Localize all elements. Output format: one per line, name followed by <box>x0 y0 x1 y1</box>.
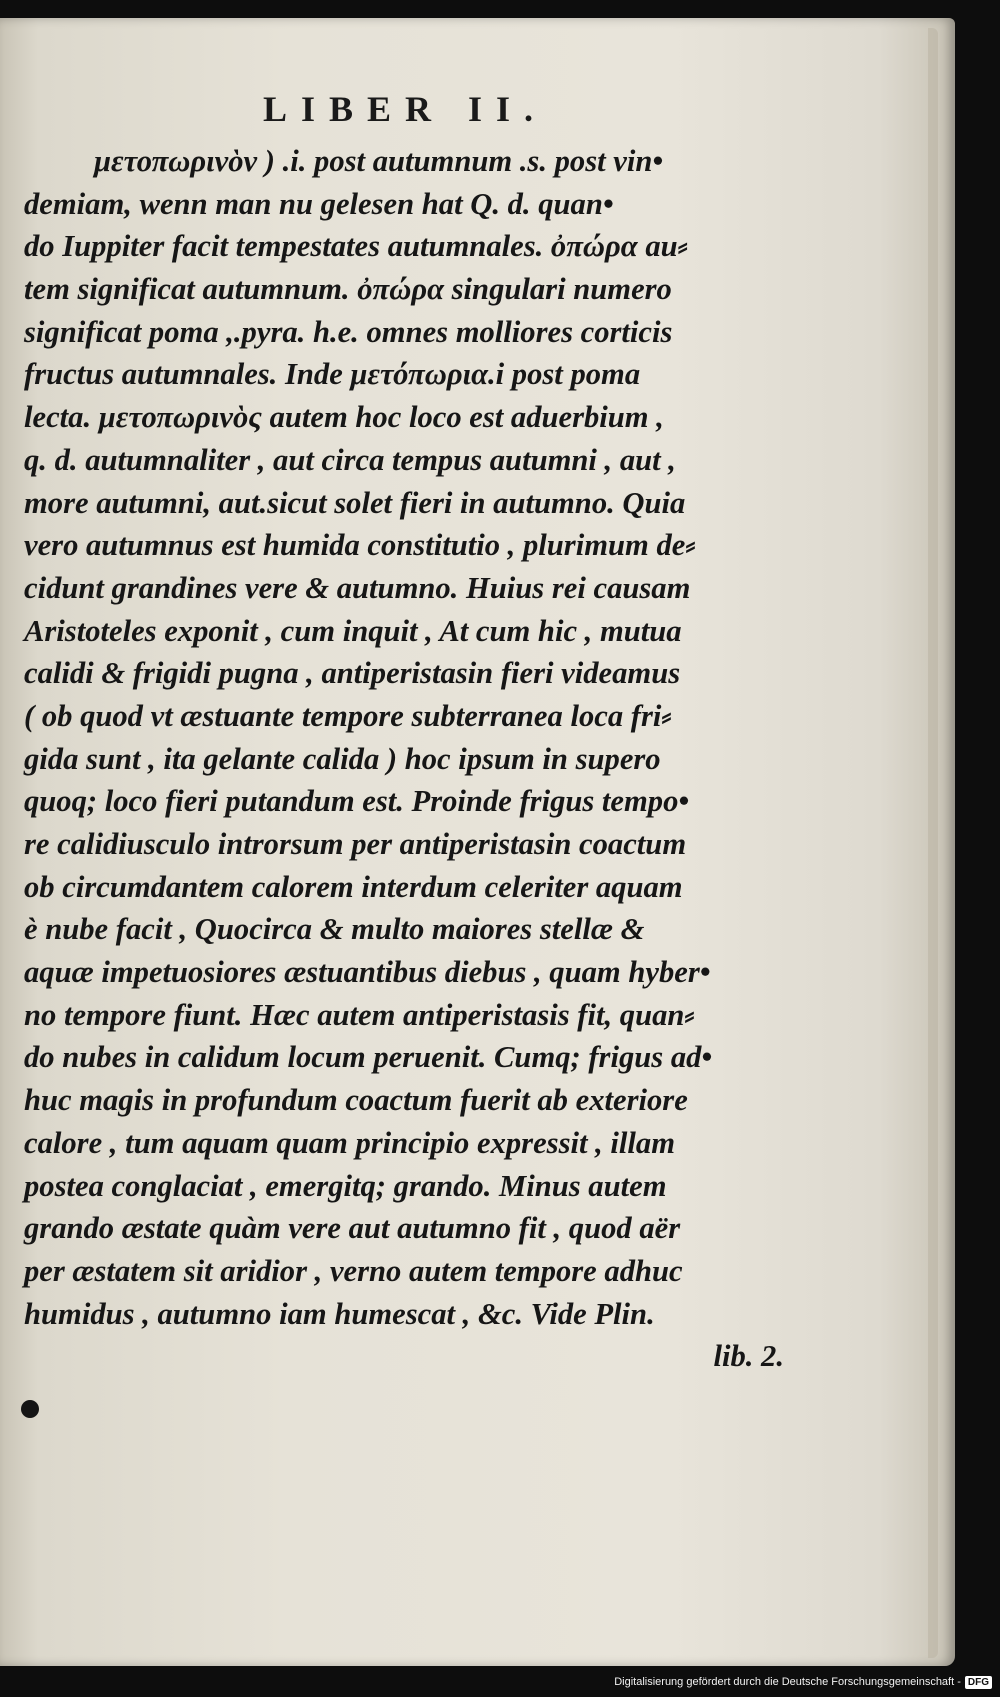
text-line: grando æstate quàm vere aut autumno fit , quod aër <box>24 1211 681 1246</box>
text-line: gida sunt , ita gelante calida ) hoc ipsum in supero <box>24 741 661 776</box>
text-line: do Iuppiter facit tempestates autumnales. ὀπώρα au⸗ <box>24 229 688 264</box>
text-line: per æstatem sit aridior , verno autem tempore adhuc <box>24 1253 683 1288</box>
ink-dot <box>21 1400 39 1418</box>
catchword: lib. 2. <box>713 1339 784 1374</box>
text-line: fructus autumnales. Inde μετόπωρια.i post poma <box>24 357 641 392</box>
text-line: cidunt grandines vere & autumno. Huius rei causam <box>24 570 691 605</box>
dfg-logo-icon: DFG <box>965 1676 992 1689</box>
text-line: more autumni, aut.sicut solet fieri in autumno. Quia <box>24 485 686 520</box>
text-line: è nube facit , Quocirca & multo maiores stellæ & <box>24 912 645 947</box>
text-line: significat poma ,.pyra. h.e. omnes molliores corticis <box>24 314 673 349</box>
text-line: huc magis in profundum coactum fuerit ab exteriore <box>24 1083 688 1118</box>
text-line: humidus , autumno iam humescat , &c. Vide Plin. <box>24 1296 655 1331</box>
text-line: tem significat autumnum. ὀπώρα singulari numero <box>24 272 672 307</box>
text-line: postea conglaciat , emergitq; grando. Minus autem <box>24 1168 667 1203</box>
page-edge <box>928 28 938 1658</box>
text-line: quoq; loco fieri putandum est. Proinde frigus tempo• <box>24 784 690 819</box>
text-line: μετοπωρινὸν ) .i. post autumnum .s. post vin• <box>94 144 664 178</box>
body-text <box>24 140 784 1378</box>
text-line: ob circumdantem calorem interdum celeriter aquam <box>24 869 683 904</box>
text-line: aquæ impetuosiores æstuantibus diebus , quam hyber• <box>24 955 711 990</box>
footer-credit: Digitalisierung gefördert durch die Deutsche Forschungsgemeinschaft - <box>614 1676 961 1688</box>
text-line: q. d. autumnaliter , aut circa tempus autumni , aut , <box>24 442 676 477</box>
text-line: calidi & frigidi pugna , antiperistasin fieri videamus <box>24 656 681 691</box>
text-line: calore , tum aquam quam principio expressit , illam <box>24 1125 676 1160</box>
text-line: demiam, wenn man nu gelesen hat Q. d. quan• <box>24 186 614 221</box>
text-line: do nubes in calidum locum peruenit. Cumq; frigus ad• <box>24 1040 713 1075</box>
text-line: no tempore fiunt. Hæc autem antiperistasis fit, quan⸗ <box>24 997 695 1032</box>
text-line: Aristoteles exponit , cum inquit , At cum hic , mutua <box>24 613 682 648</box>
text-line: re calidiusculo introrsum per antiperistasin coactum <box>24 827 687 861</box>
text-line: ( ob quod vt æstuante tempore subterranea loca fri⸗ <box>24 698 672 733</box>
text-line: lecta. μετοπωρινὸς autem hoc loco est aduerbium , <box>24 400 664 435</box>
text-line: vero autumnus est humida constitutio , plurimum de⸗ <box>24 528 696 563</box>
digitization-footer <box>614 1671 992 1693</box>
running-title: LIBER II. <box>262 89 548 129</box>
